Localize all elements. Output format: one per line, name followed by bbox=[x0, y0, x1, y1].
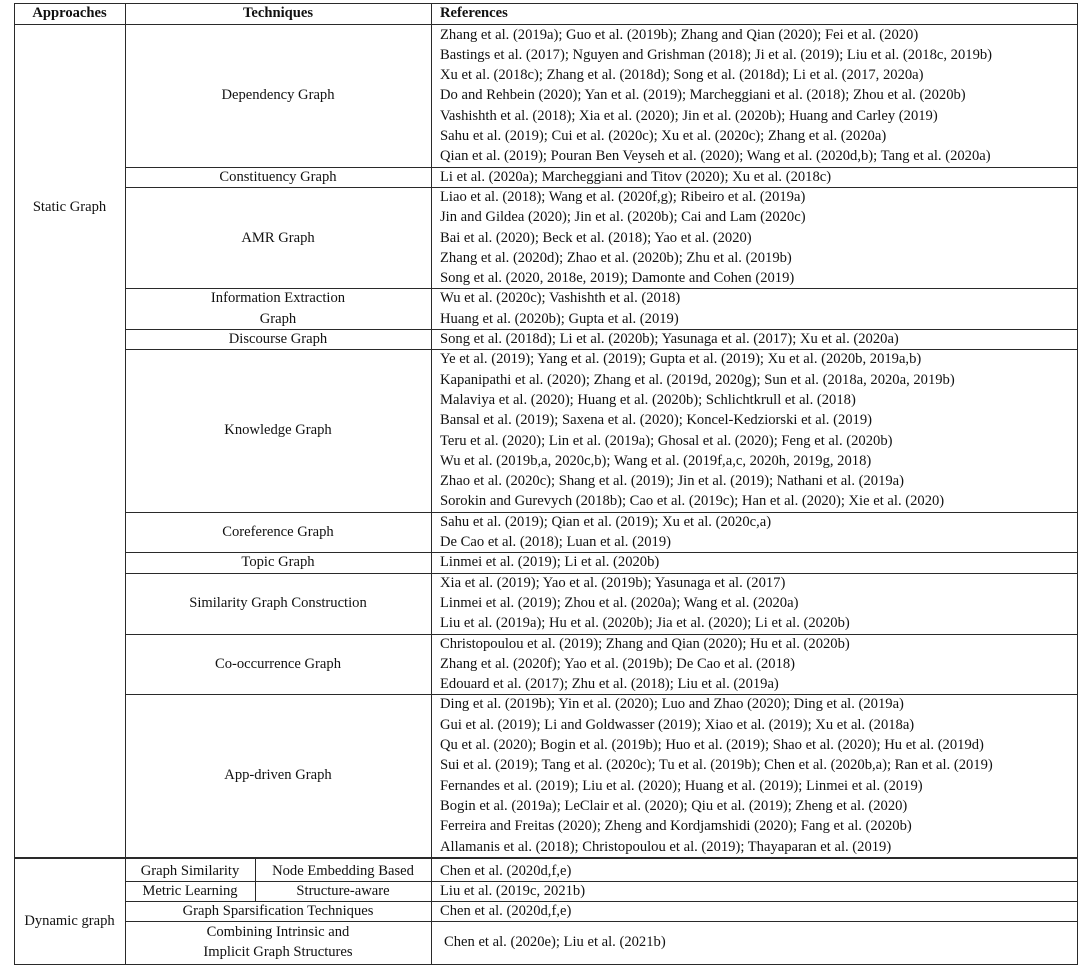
reference-line: Zhang et al. (2019a); Guo et al. (2019b); Zhang and Qian (2020); Fei et al. (2020) bbox=[440, 26, 919, 43]
reference-table bbox=[14, 3, 1078, 965]
horizontal-rule bbox=[125, 552, 1077, 553]
graph-similarity-label-line-2: Metric Learning bbox=[142, 883, 238, 899]
approach-static-graph: Static Graph bbox=[32, 199, 107, 215]
technique-label: Co-occurrence Graph bbox=[214, 655, 341, 672]
horizontal-rule bbox=[125, 329, 1077, 330]
reference-line: Liao et al. (2018); Wang et al. (2020f,g); Ribeiro et al. (2019a) bbox=[440, 188, 806, 205]
reference-line: Bogin et al. (2019a); LeClair et al. (2020); Qiu et al. (2019); Zheng et al. (2020) bbox=[440, 797, 908, 814]
technique-label: Graph bbox=[259, 310, 297, 327]
horizontal-rule bbox=[125, 512, 1077, 513]
technique-label: Similarity Graph Construction bbox=[189, 594, 367, 611]
reference-line: Bastings et al. (2017); Nguyen and Grishman (2018); Ji et al. (2019); Liu et al. (2018c, 2019b) bbox=[440, 46, 993, 63]
technique-label: Discourse Graph bbox=[228, 331, 328, 347]
technique-label: AMR Graph bbox=[241, 229, 315, 246]
technique-combining-line-1: Combining Intrinsic and bbox=[206, 924, 350, 940]
reference-line: Wu et al. (2019b,a, 2020c,b); Wang et al. (2019f,a,c, 2020h, 2019g, 2018) bbox=[440, 452, 872, 469]
header-techniques: Techniques bbox=[242, 5, 314, 21]
horizontal-rule bbox=[125, 921, 1077, 922]
reference-line: Sahu et al. (2019); Qian et al. (2019); Xu et al. (2020c,a) bbox=[440, 513, 772, 530]
vertical-rule bbox=[1077, 3, 1078, 965]
header-references: References bbox=[440, 5, 508, 21]
reference-line: Fernandes et al. (2019); Liu et al. (2020); Huang et al. (2019); Linmei et al. (2019) bbox=[440, 777, 923, 794]
reference-line: Linmei et al. (2019); Zhou et al. (2020a); Wang et al. (2020a) bbox=[440, 594, 799, 611]
horizontal-rule bbox=[14, 857, 1077, 859]
technique-label: Coreference Graph bbox=[222, 523, 334, 540]
reference-line: Song et al. (2020, 2018e, 2019); Damonte and Cohen (2019) bbox=[440, 270, 795, 287]
reference-line: Wu et al. (2020c); Vashishth et al. (2018) bbox=[440, 290, 681, 307]
reference-line: Xia et al. (2019); Yao et al. (2019b); Yasunaga et al. (2017) bbox=[440, 574, 786, 591]
reference-line: Sui et al. (2019); Tang et al. (2020c); Tu et al. (2019b); Chen et al. (2020b,a); Ran et al. (2019) bbox=[440, 757, 993, 774]
refs-combining: Chen et al. (2020e); Liu et al. (2021b) bbox=[444, 934, 666, 950]
reference-line: Do and Rehbein (2020); Yan et al. (2019); Marcheggiani et al. (2018); Zhou et al. (2020b) bbox=[440, 87, 966, 104]
horizontal-rule bbox=[14, 3, 1077, 4]
technique-label: Knowledge Graph bbox=[224, 422, 332, 439]
horizontal-rule bbox=[125, 901, 1077, 902]
reference-line: Liu et al. (2019a); Hu et al. (2020b); Jia et al. (2020); Li et al. (2020b) bbox=[440, 615, 850, 632]
reference-line: Qian et al. (2019); Pouran Ben Veyseh et al. (2020); Wang et al. (2020d,b); Tang et al. (2020a) bbox=[440, 148, 991, 165]
reference-line: Allamanis et al. (2018); Christopoulou et al. (2019); Thayaparan et al. (2019) bbox=[440, 838, 892, 855]
refs-graph-sparsification: Chen et al. (2020d,f,e) bbox=[440, 903, 572, 919]
reference-line: Zhao et al. (2020c); Shang et al. (2019); Jin et al. (2019); Nathani et al. (2019a) bbox=[440, 473, 905, 490]
technique-label: Dependency Graph bbox=[221, 87, 335, 104]
reference-line: Song et al. (2018d); Li et al. (2020b); Yasunaga et al. (2017); Xu et al. (2020a) bbox=[440, 331, 899, 347]
technique-combining-line-2: Implicit Graph Structures bbox=[203, 944, 353, 960]
reference-line: Zhang et al. (2020f); Yao et al. (2019b); De Cao et al. (2018) bbox=[440, 655, 796, 672]
vertical-rule bbox=[431, 3, 432, 964]
reference-line: Edouard et al. (2017); Zhu et al. (2018); Liu et al. (2019a) bbox=[440, 676, 779, 693]
horizontal-rule bbox=[125, 349, 1077, 350]
reference-line: Teru et al. (2020); Lin et al. (2019a); Ghosal et al. (2020); Feng et al. (2020b) bbox=[440, 432, 893, 449]
reference-line: Ferreira and Freitas (2020); Zheng and Kordjamshidi (2020); Fang et al. (2020b) bbox=[440, 818, 912, 835]
horizontal-rule bbox=[125, 187, 1077, 188]
reference-line: Christopoulou et al. (2019); Zhang and Qian (2020); Hu et al. (2020b) bbox=[440, 635, 850, 652]
reference-line: Zhang et al. (2020d); Zhao et al. (2020b); Zhu et al. (2019b) bbox=[440, 249, 792, 266]
technique-label: Information Extraction bbox=[210, 290, 346, 307]
horizontal-rule bbox=[125, 881, 1077, 882]
horizontal-rule bbox=[14, 24, 1077, 25]
reference-line: Linmei et al. (2019); Li et al. (2020b) bbox=[440, 554, 660, 571]
header-approaches: Approaches bbox=[32, 5, 107, 21]
reference-line: Ye et al. (2019); Yang et al. (2019); Gupta et al. (2019); Xu et al. (2020b, 2019a,b) bbox=[440, 351, 922, 368]
horizontal-rule bbox=[125, 694, 1077, 695]
reference-line: Huang et al. (2020b); Gupta et al. (2019) bbox=[440, 310, 679, 327]
horizontal-rule bbox=[125, 167, 1077, 168]
horizontal-rule bbox=[125, 573, 1077, 574]
refs-node-embedding: Chen et al. (2020d,f,e) bbox=[440, 863, 572, 879]
vertical-rule bbox=[14, 3, 15, 964]
reference-line: Bansal et al. (2019); Saxena et al. (2020); Koncel-Kedziorski et al. (2019) bbox=[440, 412, 872, 429]
technique-label: Constituency Graph bbox=[219, 168, 337, 185]
technique-structure-aware: Structure-aware bbox=[296, 883, 390, 899]
reference-line: Jin and Gildea (2020); Jin et al. (2020b); Cai and Lam (2020c) bbox=[440, 209, 806, 226]
vertical-rule bbox=[255, 859, 256, 901]
reference-line: Ding et al. (2019b); Yin et al. (2020); Luo and Zhao (2020); Ding et al. (2019a) bbox=[440, 696, 904, 713]
reference-line: Qu et al. (2020); Bogin et al. (2019b); Huo et al. (2019); Shao et al. (2020); Hu et al. (2019d) bbox=[440, 737, 984, 753]
technique-label: Topic Graph bbox=[241, 554, 315, 571]
reference-line: Xu et al. (2018c); Zhang et al. (2018d); Song et al. (2018d); Li et al. (2017, 2020a) bbox=[440, 67, 924, 84]
reference-line: Bai et al. (2020); Beck et al. (2018); Yao et al. (2020) bbox=[440, 229, 752, 246]
reference-line: Sorokin and Gurevych (2018b); Cao et al. (2019c); Han et al. (2020); Xie et al. (2020) bbox=[440, 493, 945, 510]
technique-graph-sparsification: Graph Sparsification Techniques bbox=[182, 903, 374, 919]
graph-similarity-label-line-1: Graph Similarity bbox=[140, 863, 240, 879]
reference-line: Vashishth et al. (2018); Xia et al. (2020); Jin et al. (2020b); Huang and Carley (2019) bbox=[440, 107, 938, 124]
approach-dynamic-graph: Dynamic graph bbox=[24, 913, 115, 929]
vertical-rule bbox=[125, 3, 126, 964]
technique-node-embedding: Node Embedding Based bbox=[272, 863, 414, 879]
reference-line: Li et al. (2020a); Marcheggiani and Titov (2020); Xu et al. (2018c) bbox=[440, 168, 832, 185]
reference-line: Gui et al. (2019); Li and Goldwasser (2019); Xiao et al. (2019); Xu et al. (2018a) bbox=[440, 716, 915, 733]
technique-label: App-driven Graph bbox=[224, 767, 332, 784]
reference-line: Malaviya et al. (2020); Huang et al. (2020b); Schlichtkrull et al. (2018) bbox=[440, 391, 856, 408]
horizontal-rule bbox=[125, 288, 1077, 289]
horizontal-rule bbox=[14, 964, 1077, 965]
horizontal-rule bbox=[125, 634, 1077, 635]
reference-line: Sahu et al. (2019); Cui et al. (2020c); Xu et al. (2020c); Zhang et al. (2020a) bbox=[440, 128, 887, 144]
reference-line: Kapanipathi et al. (2020); Zhang et al. (2019d, 2020g); Sun et al. (2018a, 2020a, 2019b) bbox=[440, 371, 955, 388]
refs-structure-aware: Liu et al. (2019c, 2021b) bbox=[440, 883, 586, 899]
reference-line: De Cao et al. (2018); Luan et al. (2019) bbox=[440, 534, 671, 550]
